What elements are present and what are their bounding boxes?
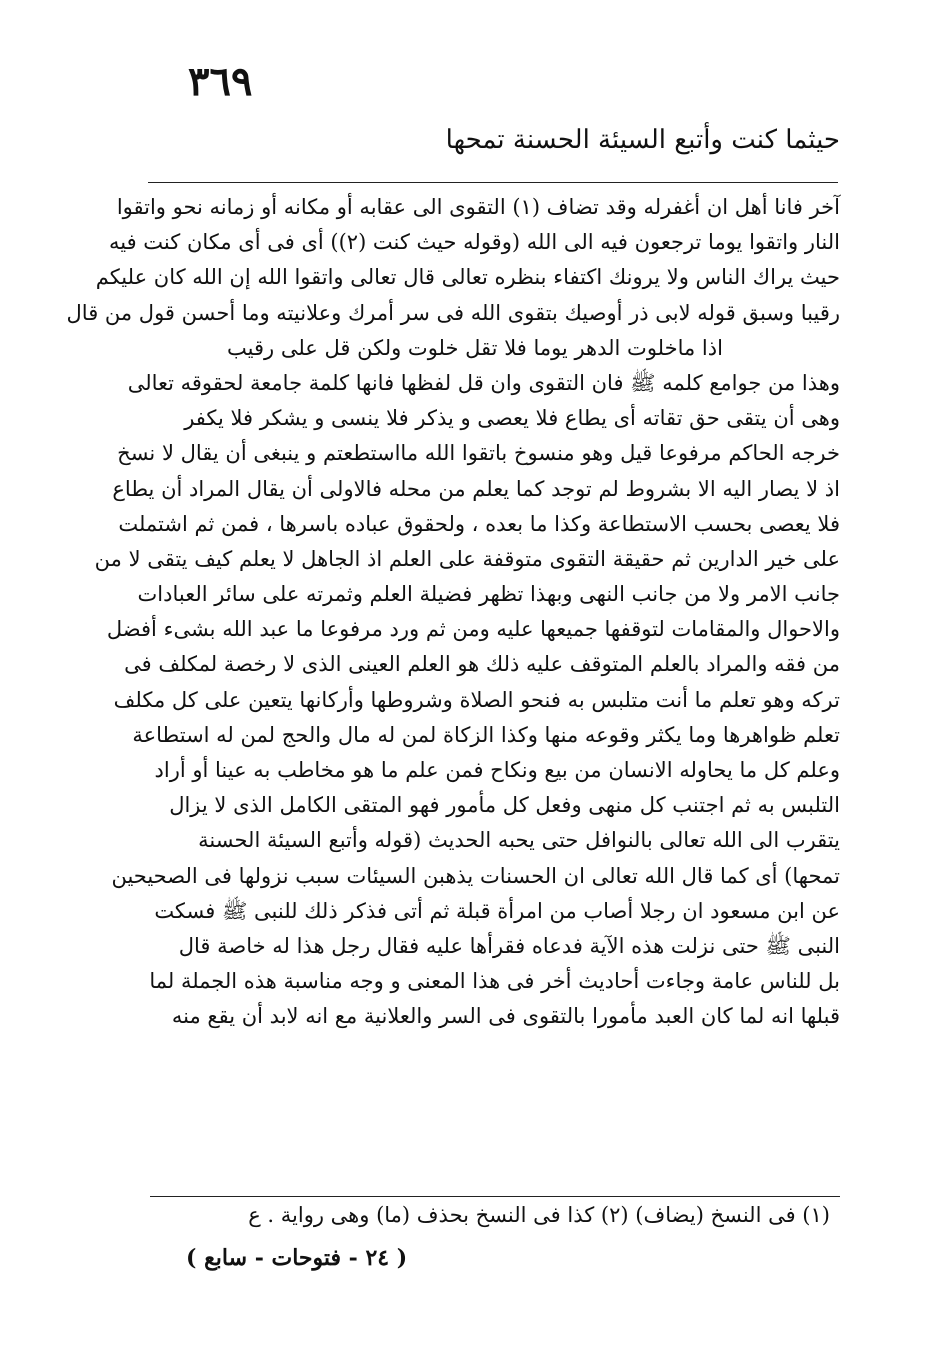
- text-line: وعلم كل ما يحاوله الانسان من بيع ونكاح فمن علم ما هو مخاطب به عينا أو أراد: [154, 758, 840, 782]
- text-line: التلبس به ثم اجتنب كل منهى وفعل كل مأمور فهو المتقى الكامل الذى لا يزال: [169, 793, 840, 818]
- text-line: قبلها انه لما كان العبد مأمورا بالتقوى فى السر والعلانية مع انه لابد أن يقع منه: [171, 1004, 840, 1029]
- volume-signature: ( ٢٤ - فتوحات - سابع ): [186, 1245, 408, 1271]
- text-line: خرجه الحاكم مرفوعا قيل وهو منسوخ باتقوا الله مااستطعتم و ينبغى أن يقال لا نسخ: [117, 441, 840, 466]
- page-number: ٣٦٩: [188, 58, 253, 105]
- text-line: يتقرب الى الله تعالى بالنوافل حتى يحبه الحديث (قوله وأتبع السيئة الحسنة: [198, 828, 840, 853]
- text-line: تعلم ظواهرها وما يكثر وقوعه منها وكذا الزكاة لمن له مال والحج لمن له استطاعة: [132, 722, 840, 747]
- text-line: وهى أن يتقى حق تقاته أى يطاع فلا يعصى و يذكر فلا ينسى و يشكر فلا يكفر: [184, 406, 840, 431]
- text-line: وهذا من جوامع كلمه ﷺ فان التقوى وان قل لفظها فانها كلمة جامعة لحقوقه تعالى: [127, 370, 840, 395]
- text-line: حيث يراك الناس ولا يرونك اكتفاء بنظره تعالى قال تعالى واتقوا الله إن الله كان عليكم: [95, 265, 840, 290]
- footnote: (١) فى النسخ (يضاف) (٢) كذا فى النسخ بحذف (ما) وهى رواية . ع: [248, 1203, 830, 1227]
- text-line: النار واتقوا يوما ترجعون فيه الى الله (وقوله حيث كنت (٢)) أى فى أى مكان كنت فيه: [109, 230, 840, 255]
- verse-line: اذا ماخلوت الدهر يوما فلا تقل خلوت ولكن قل على رقيب: [227, 335, 723, 360]
- text-line: آخر فانا أهل ان أغفرله وقد تضاف (١) التقوى الى عقابه أو مكانه أو زمانه نحو واتقوا: [116, 195, 840, 219]
- header-divider: [148, 182, 838, 183]
- text-line: عن ابن مسعود ان رجلا أصاب من امرأة قبلة ثم أتى فذكر ذلك للنبى ﷺ فسكت: [154, 898, 840, 923]
- text-line: رقيبا وسبق قوله لابى ذر أوصيك بتقوى الله فى سر أمرك وعلانيته وما أحسن قول من قال: [66, 300, 840, 325]
- text-line: النبى ﷺ حتى نزلت هذه الآية فدعاه فقرأها عليه فقال رجل هذا له خاصة قال: [178, 933, 840, 958]
- text-line: تمحها) أى كما قال الله تعالى ان الحسنات يذهبن السيئات سبب نزولها فى الصحيحين: [111, 863, 840, 888]
- footnote-divider: [150, 1196, 840, 1197]
- main-text: [66, 190, 840, 1035]
- text-line: اذ لا يصار اليه الا بشروط لم توجد كما يعلم من محله فالاولى أن يقال المراد أن يطاع: [112, 476, 840, 501]
- text-line: من فقه والمراد بالعلم المتوقف عليه ذلك هو العلم العينى الذى لا رخصة لمكلف فى: [124, 652, 840, 677]
- text-line: والاحوال والمقامات لتوقفها جميعها عليه ومن ثم ورد مرفوعا ما عبد الله بشىء أفضل: [106, 617, 840, 642]
- text-line: على خير الدارين ثم حقيقة التقوى متوقفة على العلم اذ الجاهل لا يعلم كيف يتقى لا من: [94, 546, 840, 571]
- text-line: بل للناس عامة وجاءت أحاديث أخر فى هذا المعنى و وجه مناسبة هذه الجملة لما: [149, 969, 840, 994]
- text-line: فلا يعصى بحسب الاستطاعة وكذا ما بعده ، ولحقوق عباده باسرها ، فمن ثم اشتملت: [118, 511, 840, 536]
- text-line: تركه وهو تعلم ما أنت متلبس به فنحو الصلاة وشروطها وأركانها يتعين على كل مكلف: [113, 687, 840, 712]
- text-line: جانب الامر ولا من جانب النهى وبهذا تظهر فضيلة العلم وثمرته على سائر العبادات: [137, 582, 840, 607]
- running-header: حيثما كنت وأتبع السيئة الحسنة تمحها: [445, 125, 840, 155]
